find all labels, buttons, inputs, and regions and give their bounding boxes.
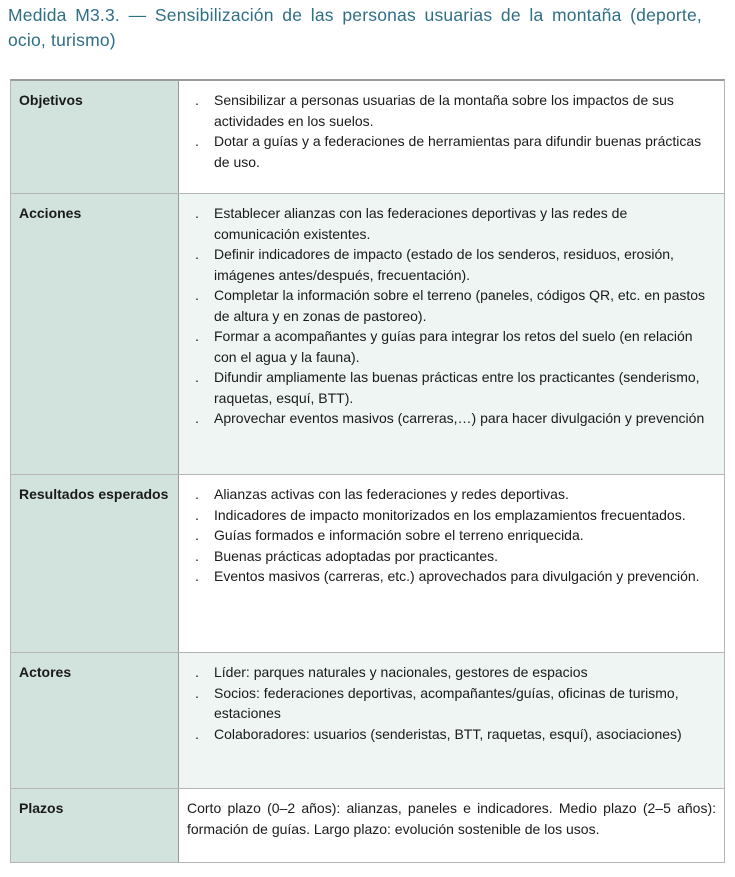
row-content-resultados: [179, 475, 724, 652]
list-item: . Establecer alianzas con las federaciones deportivas y las redes de comunicación existentes.: [195, 205, 628, 242]
table-row-objetivos: [11, 81, 724, 194]
list-item: . Buenas prácticas adoptadas por practicantes.: [195, 547, 499, 564]
row-content-actores: [179, 653, 724, 788]
table-row-resultados: [11, 475, 724, 653]
list-item: . Colaboradores: usuarios (senderistas, BTT, raquetas, esquí), asociaciones): [195, 725, 682, 742]
table-row-actores: [11, 653, 724, 789]
row-content-plazos: Corto plazo (0–2 años): alianzas, paneles e indicadores. Medio plazo (2–5 años): formación de guías. Largo plazo: evolución sostenible de los usos.: [187, 800, 716, 837]
table-row-acciones: [11, 194, 724, 475]
list-item: . Formar a acompañantes y guías para integrar los retos del suelo (en relación con el agua y la fauna).: [195, 328, 693, 365]
row-label-acciones: Acciones: [11, 194, 179, 474]
list-item: . Líder: parques naturales y nacionales, gestores de espacios: [195, 664, 588, 680]
list-item: . Sensibilizar a personas usuarias de la montaña sobre los impactos de sus actividades en los suelos.: [195, 92, 674, 129]
list-item: . Guías formados e información sobre el terreno enriquecida.: [195, 527, 584, 543]
list-item: . Definir indicadores de impacto (estado de los senderos, residuos, erosión, imágenes antes/después, frecuentación).: [195, 246, 674, 283]
list-item: . Dotar a guías y a federaciones de herramientas para difundir buenas prácticas de uso.: [195, 133, 702, 170]
row-content-objetivos: [179, 81, 724, 193]
row-label-resultados: Resultados esperados: [11, 475, 179, 652]
measure-table: [10, 79, 725, 863]
row-label-objetivos: Objetivos: [11, 81, 179, 193]
list-item: . Indicadores de impacto monitorizados en los emplazamientos frecuentados.: [195, 506, 686, 523]
row-label-plazos: Plazos: [11, 789, 179, 862]
row-label-actores: Actores: [11, 653, 179, 788]
table-row-plazos: [11, 789, 724, 862]
list-item: . Difundir ampliamente las buenas prácticas entre los practicantes (senderismo, raquetas, esquí, BTT).: [195, 369, 700, 406]
list-item: . Completar la información sobre el terreno (paneles, códigos QR, etc. en pastos de altura y en zonas de pastoreo).: [195, 287, 706, 324]
list-item: . Aprovechar eventos masivos (carreras,…) para hacer divulgación y prevención: [195, 410, 705, 426]
list-item: . Socios: federaciones deportivas, acompañantes/guías, oficinas de turismo, estaciones: [195, 684, 679, 721]
row-content-acciones: [179, 194, 724, 474]
measure-title: Medida M3.3. — Sensibilización de las personas usuarias de la montaña (deporte, ocio, turismo): [8, 5, 702, 50]
list-item: . Eventos masivos (carreras, etc.) aprovechados para divulgación y prevención.: [195, 568, 700, 584]
list-item: . Alianzas activas con las federaciones y redes deportivas.: [195, 486, 569, 502]
